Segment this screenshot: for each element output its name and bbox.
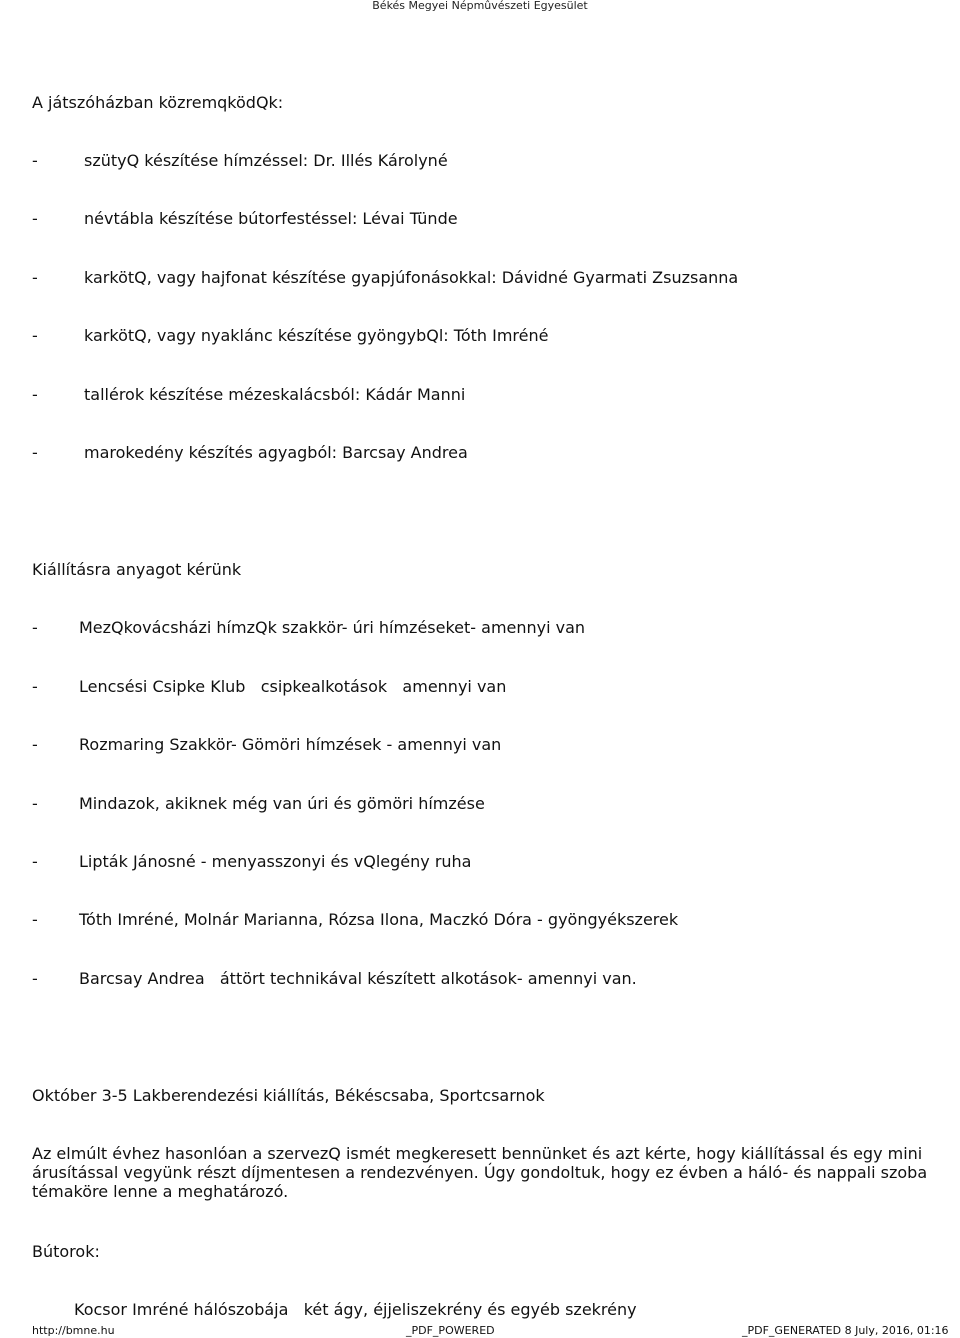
list-dash: - bbox=[32, 910, 38, 929]
furniture-item: Kocsor Imréné hálószobája két ágy, éjjeliszekrény és egyéb szekrény bbox=[74, 1300, 637, 1319]
list-item: karkötQ, vagy hajfonat készítése gyapjúfonásokkal: Dávidné Gyarmati Zsuzsanna bbox=[84, 268, 739, 287]
list-item: tallérok készítése mézeskalácsból: Kádár Manni bbox=[84, 385, 466, 404]
list-item: MezQkovácsházi hímzQk szakkör- úri hímzéseket- amennyi van bbox=[79, 618, 586, 637]
list-item: karkötQ, vagy nyaklánc készítése gyöngybQl: Tóth Imréné bbox=[84, 326, 549, 345]
list-item: Rozmaring Szakkör- Gömöri hímzések - amennyi van bbox=[79, 735, 502, 754]
exhibit-heading: Kiállításra anyagot kérünk bbox=[32, 560, 242, 579]
list-item: Tóth Imréné, Molnár Marianna, Rózsa Ilona, Maczkó Dóra - gyöngyékszerek bbox=[79, 910, 679, 929]
list-item: szütyQ készítése hímzéssel: Dr. Illés Károlyné bbox=[84, 151, 448, 170]
october-paragraph: Az elmúlt évhez hasonlóan a szervezQ ismét megkeresett bennünket és azt kérte, hogy kiállítással és egy mini árusítással vegyünk részt díjmentesen a rendezvényen. Úgy gondoltuk, hogy ez évben a háló- és nappali szoba témaköre lenne a meghatározó. bbox=[32, 1144, 928, 1201]
list-dash: - bbox=[32, 268, 38, 287]
list-dash: - bbox=[32, 326, 38, 345]
furniture-heading: Bútorok: bbox=[32, 1242, 100, 1261]
list-dash: - bbox=[32, 443, 38, 462]
list-dash: - bbox=[32, 852, 38, 871]
list-dash: - bbox=[32, 618, 38, 637]
intro-heading: A játszóházban közremqködQk: bbox=[32, 93, 284, 112]
list-dash: - bbox=[32, 969, 38, 988]
footer-url[interactable]: http://bmne.hu bbox=[32, 1324, 115, 1337]
list-dash: - bbox=[32, 735, 38, 754]
footer-generated: _PDF_GENERATED 8 July, 2016, 01:16 bbox=[742, 1324, 949, 1337]
list-item: Barcsay Andrea áttört technikával készített alkotások- amennyi van. bbox=[79, 969, 637, 988]
list-dash: - bbox=[32, 677, 38, 696]
list-dash: - bbox=[32, 209, 38, 228]
header-title: Békés Megyei Népmûvészeti Egyesület bbox=[372, 0, 588, 12]
list-item: Lipták Jánosné - menyasszonyi és vQlegény ruha bbox=[79, 852, 472, 871]
list-item: névtábla készítése bútorfestéssel: Lévai Tünde bbox=[84, 209, 458, 228]
footer-powered: _PDF_POWERED bbox=[406, 1324, 495, 1337]
list-dash: - bbox=[32, 794, 38, 813]
october-heading: Október 3-5 Lakberendezési kiállítás, Békéscsaba, Sportcsarnok bbox=[32, 1086, 545, 1105]
list-item: Mindazok, akiknek még van úri és gömöri hímzése bbox=[79, 794, 485, 813]
list-dash: - bbox=[32, 151, 38, 170]
list-item: Lencsési Csipke Klub csipkealkotások amennyi van bbox=[79, 677, 507, 696]
list-dash: - bbox=[32, 385, 38, 404]
list-item: marokedény készítés agyagból: Barcsay Andrea bbox=[84, 443, 468, 462]
